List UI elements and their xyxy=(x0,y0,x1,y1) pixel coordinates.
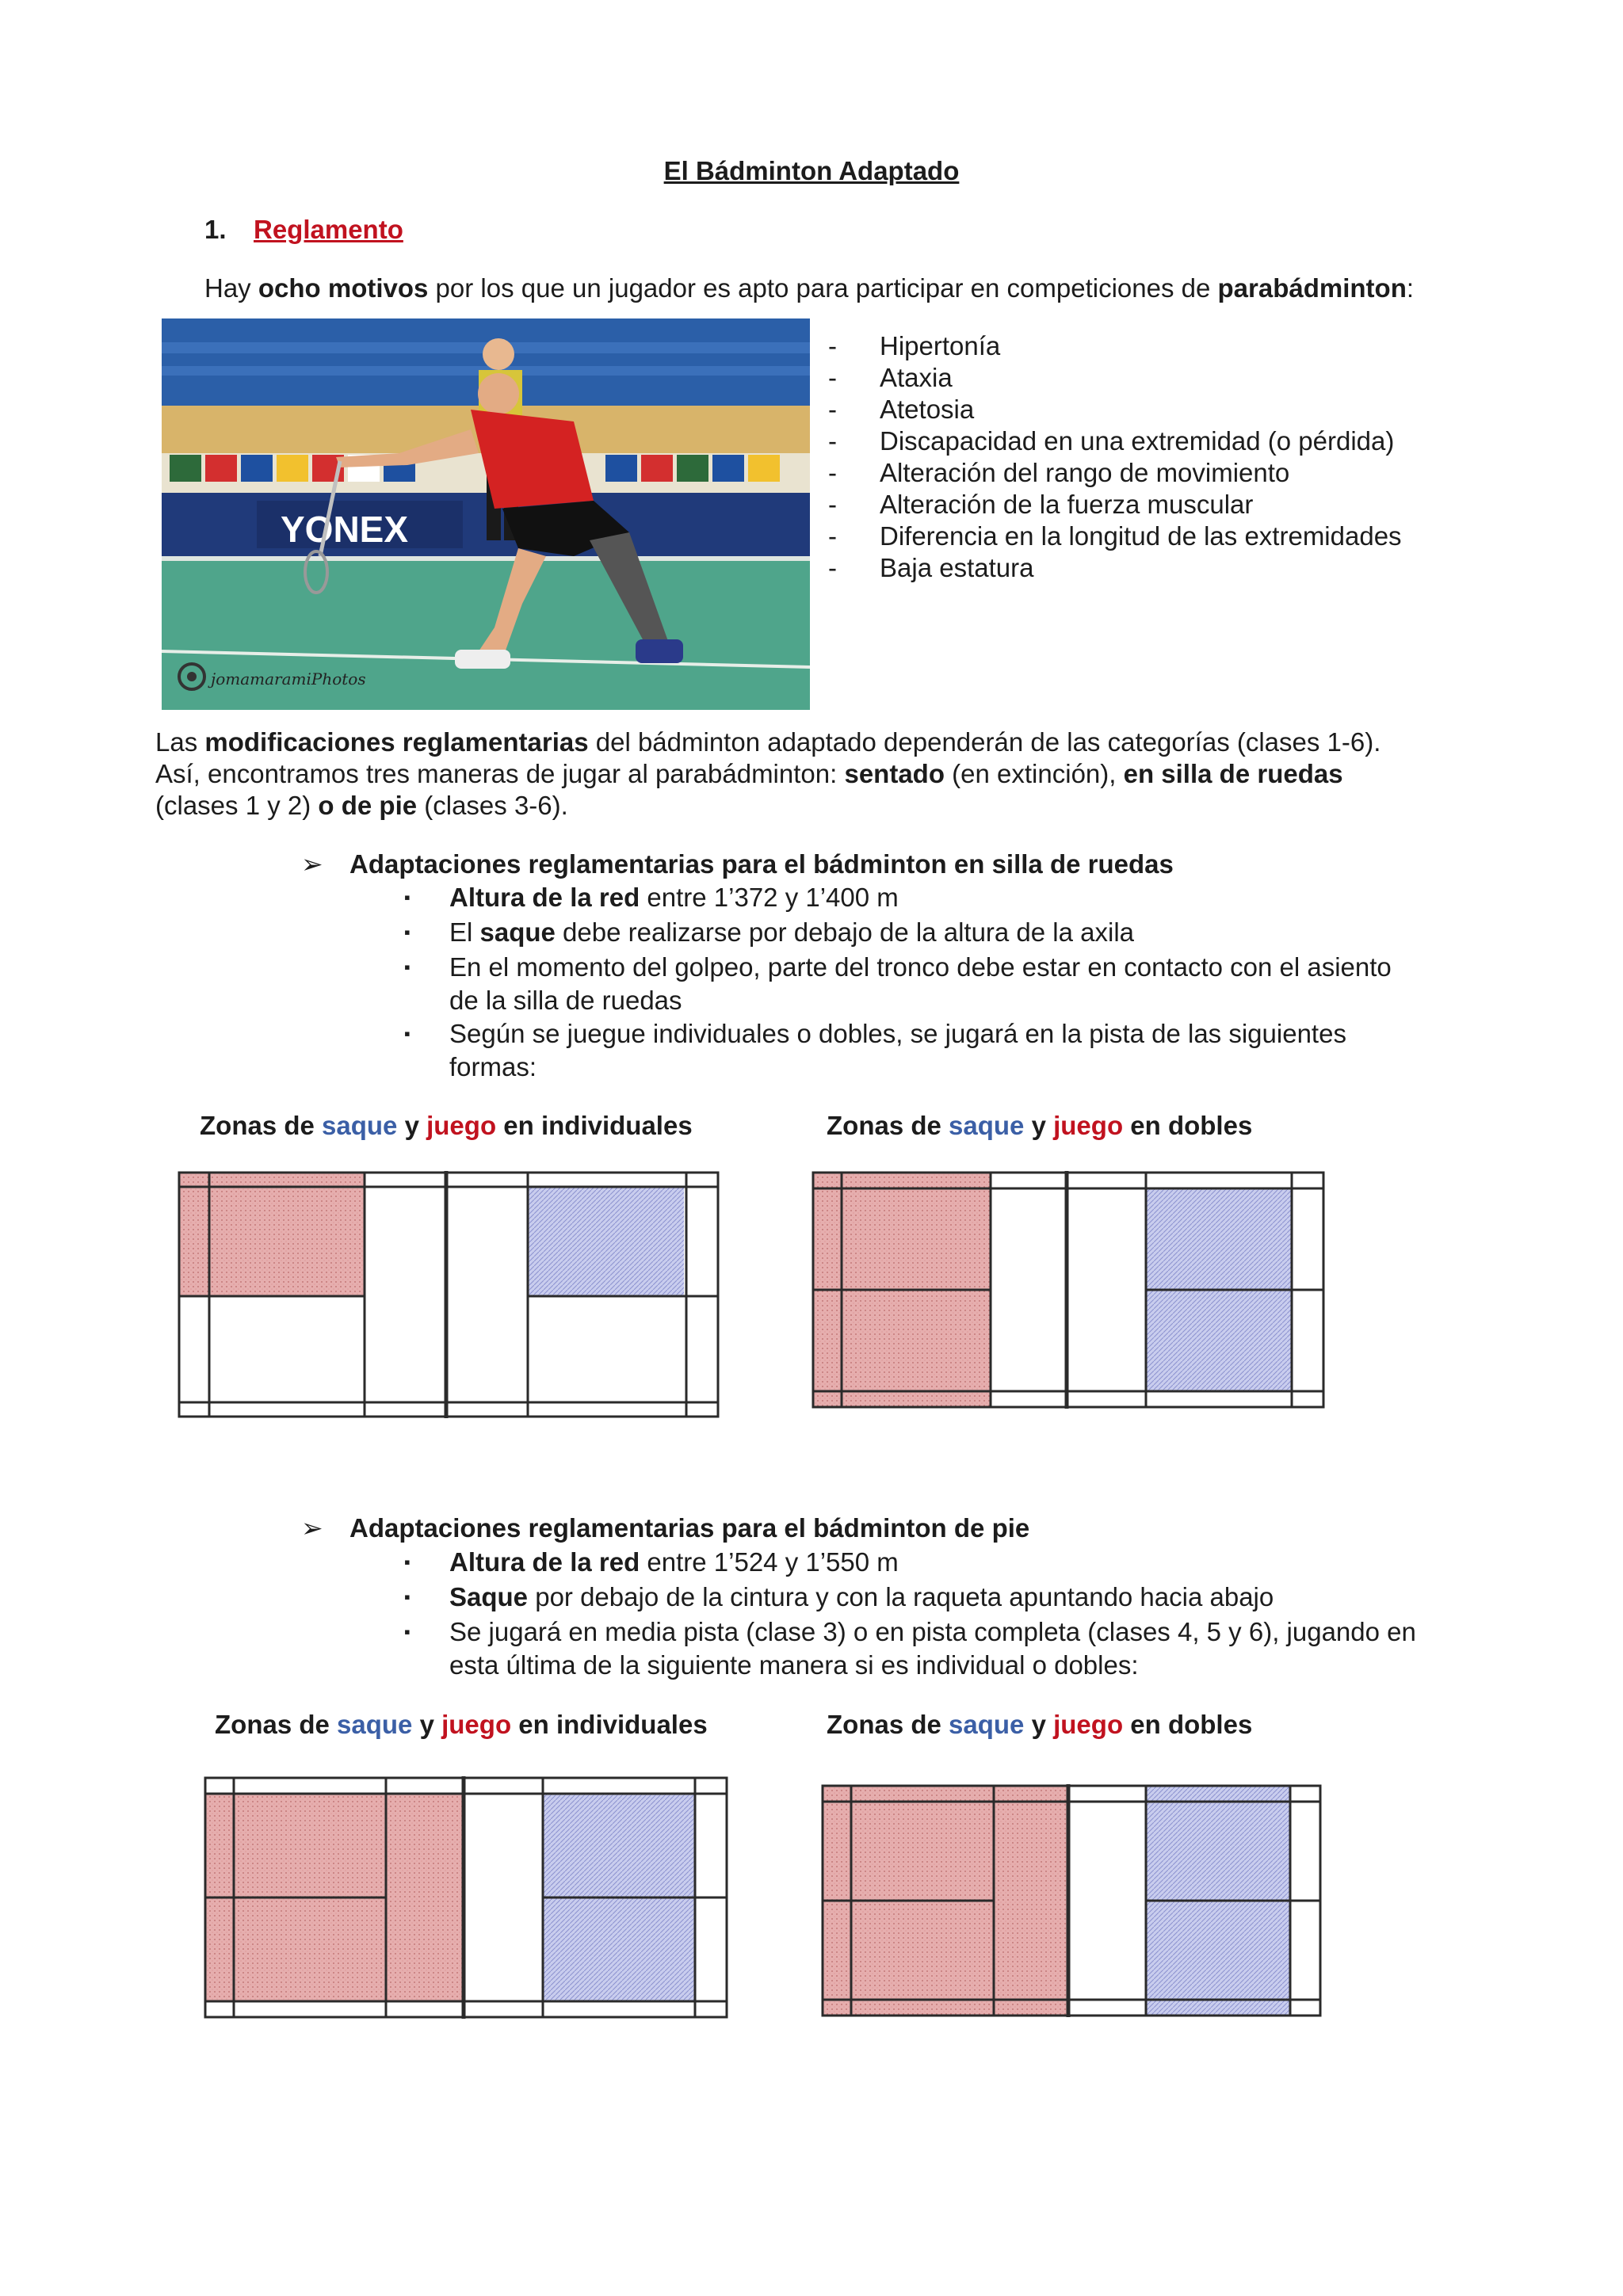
standing-bullet-3-cont: esta última de la siguiente manera si es individual o dobles: xyxy=(449,1650,1139,1680)
document-title: El Bádminton Adaptado xyxy=(663,156,960,185)
standing-bullet-1: Altura de la red entre 1’524 y 1’550 m xyxy=(449,1547,899,1577)
wheelchair-bullet-4: Según se juegue individuales o dobles, se jugará en la pista de las siguientes xyxy=(449,1019,1346,1048)
wheelchair-heading: Adaptaciones reglamentarias para el bádminton en silla de ruedas xyxy=(349,849,1174,879)
square-bullet-icon: ▪ xyxy=(404,887,411,907)
wheelchair-bullet-3: En el momento del golpeo, parte del tronco debe estar en contacto con el asiento xyxy=(449,952,1392,982)
intro-text: Hay ocho motivos por los que un jugador es apto para participar en competiciones de parabádminton: xyxy=(204,273,1415,303)
zone-label-individual: Zonas de saque y juego en individuales xyxy=(215,1710,708,1739)
wheelchair-bullet-4-cont: formas: xyxy=(449,1052,537,1081)
standing-bullet-3: Se jugará en media pista (clase 3) o en pista completa (clases 4, 5 y 6), jugando en xyxy=(449,1617,1416,1646)
square-bullet-icon: ▪ xyxy=(404,1552,411,1572)
wheelchair-bullet-1: Altura de la red entre 1’372 y 1’400 m xyxy=(449,883,899,912)
standing-bullet-2: Saque por debajo de la cintura y con la raqueta apuntando hacia abajo xyxy=(449,1582,1274,1611)
court-wheelchair-singles xyxy=(178,1171,720,1420)
court-standing-singles xyxy=(204,1776,728,2019)
square-bullet-icon: ▪ xyxy=(404,1622,411,1642)
court-standing-doubles xyxy=(821,1784,1322,2017)
standing-heading: Adaptaciones reglamentarias para el bádminton de pie xyxy=(349,1513,1030,1543)
square-bullet-icon: ▪ xyxy=(404,1587,411,1607)
arrow-icon: ➢ xyxy=(301,849,323,879)
section-heading: Reglamento xyxy=(254,215,403,244)
para-badminton-photo xyxy=(162,318,810,710)
svg-text:YONEX: YONEX xyxy=(281,509,409,550)
zone-label-doubles: Zonas de saque y juego en dobles xyxy=(827,1710,1253,1739)
zone-label-individual: Zonas de saque y juego en individuales xyxy=(200,1111,693,1140)
zone-label-doubles: Zonas de saque y juego en dobles xyxy=(827,1111,1253,1140)
court-wheelchair-doubles xyxy=(812,1171,1327,1410)
square-bullet-icon: ▪ xyxy=(404,957,411,977)
section-number: 1. xyxy=(204,215,227,244)
wheelchair-bullet-2: El saque debe realizarse por debajo de la altura de la axila xyxy=(449,917,1135,947)
square-bullet-icon: ▪ xyxy=(404,922,411,942)
svg-text:jomamaramiPhotos: jomamaramiPhotos xyxy=(211,669,366,688)
wheelchair-bullet-3-cont: de la silla de ruedas xyxy=(449,986,682,1015)
square-bullet-icon: ▪ xyxy=(404,1024,411,1043)
arrow-icon: ➢ xyxy=(301,1513,323,1543)
